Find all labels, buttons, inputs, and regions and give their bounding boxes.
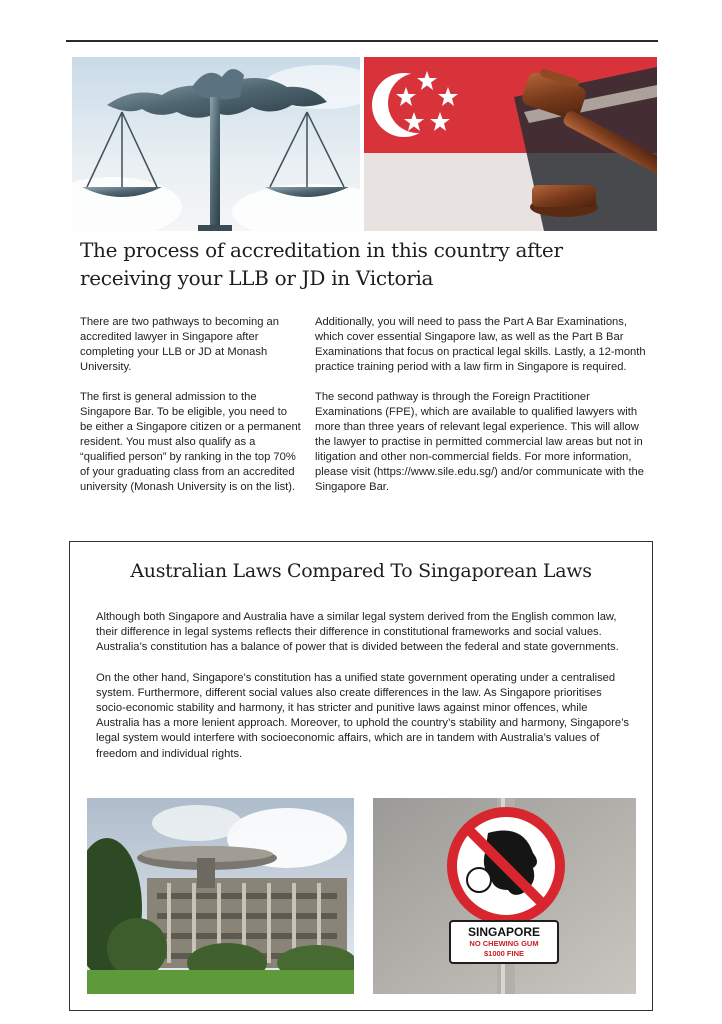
comparison-text [96,610,630,777]
supreme-court-building-image [87,798,354,994]
left-column [80,315,302,510]
singapore-flag-gavel-image [364,57,657,231]
right-paragraph-2: The second pathway is through the Foreign Practitioner Examinations (FPE), which are available to qualified lawyers with more than three years of relevant legal experience. This will allow the lawyer to practise in permitted commercial law areas but not in litigation and other non-commercial fields. For more information, please visit (https://www.sile.edu.sg/) and/or communicate with the Singapore Bar. [315,391,644,493]
comparison-title: Australian Laws Compared To Singaporean Laws [130,560,592,582]
right-column [315,315,649,510]
no-chewing-gum-sign-image [373,798,636,994]
sign-line-2: NO CHEWING GUM [469,939,539,948]
sign-line-3: $1000 FINE [483,949,525,958]
left-paragraph-2: The first is general admission to the Singapore Bar. To be eligible, you need to be either a Singapore citizen or a permanent resident. You must also qualify as a “qualified person” by ranking in the top 70% of your graduating class from an accredited university (Monash University is on the list). [80,391,301,493]
comparison-box [69,541,653,1011]
article-title: The process of accreditation in this country after receiving your LLB or JD in Victoria [80,238,563,290]
top-rule [66,40,658,42]
comparison-paragraph-1: Although both Singapore and Australia have a similar legal system derived from the English common law, their difference in legal systems reflects their difference in constitutional frameworks and social values. Australia’s constitution has a balance of power that is divided between the federal and state governments. [96,611,619,654]
scales-of-justice-image [72,57,360,231]
right-paragraph-1: Additionally, you will need to pass the Part A Bar Examinations, which cover essential Singapore law, as well as the Part B Bar Examinations that focus on practical legal skills. Lastly, a 12-month practice training period with a law firm in Singapore is required. [315,316,646,373]
sign-line-1: SINGAPORE [467,925,540,939]
left-paragraph-1: There are two pathways to becoming an accredited lawyer in Singapore after completing your LLB or JD at Monash University. [80,316,279,373]
comparison-paragraph-2: On the other hand, Singapore’s constitution has a unified state government operating under a centralised system. Furthermore, different social values also create differences in the law. As Singapore prioritises socio-economic stability and harmony, it has stricter and punitive laws against minor offences, while Australia has a more lenient approach. Moreover, to uphold the country’s stability and harmony, Singapore’s legal system would interfere with socioeconomic affairs, which are in tandem with Australia’s values of freedom and individual rights. [96,671,629,760]
sign-plate [449,920,559,964]
